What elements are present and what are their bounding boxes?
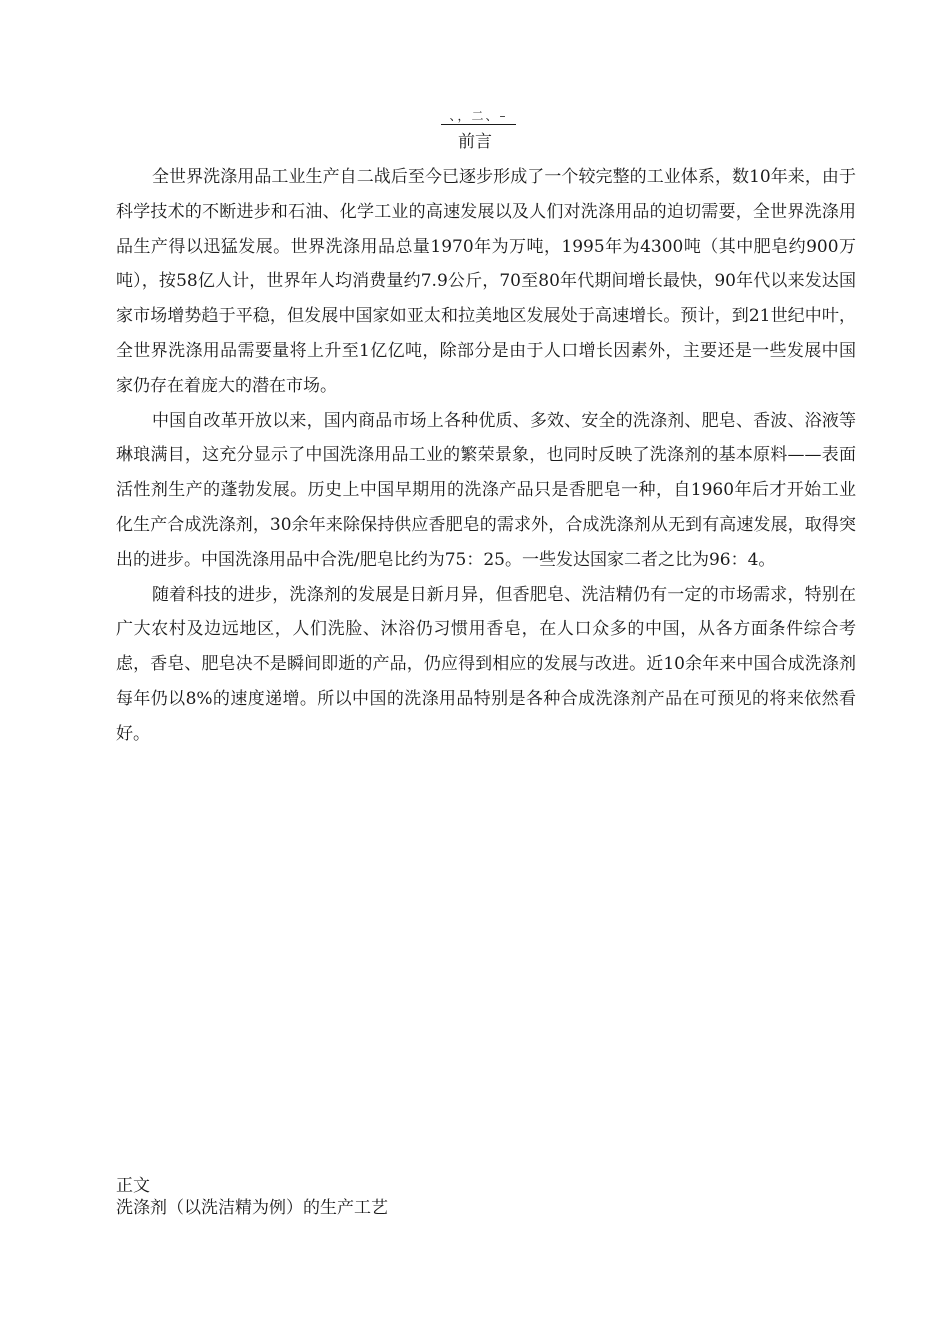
footer-heading: 正文 bbox=[116, 1176, 150, 1196]
header-mark: 、，二、– bbox=[441, 108, 516, 125]
footer-block bbox=[116, 1175, 856, 1219]
section-title: 前言 bbox=[458, 132, 492, 152]
paragraph: 全世界洗涤用品工业生产自二战后至今已逐步形成了一个较完整的工业体系，数10年来，由于科学技术的不断进步和石油、化学工业的高速发展以及人们对洗涤用品的迫切需要，全世界洗涤用品生产得以迅猛发展。世界洗涤用品总量1970年为万吨，1995年为4300吨（其中肥皂约900万吨），按58亿人计，世界年人均消费量约7.9公斤，70至80年代期间增长最快，90年代以来发达国家市场增势趋于平稳，但发展中国家如亚太和拉美地区发展处于高速增长。预计，到21世纪中叶，全世界洗涤用品需要量将上升至1亿亿吨，除部分是由于人口增长因素外，主要还是一些发展中国家仍存在着庞大的潜在市场。 bbox=[116, 167, 856, 396]
footer-subheading: 洗涤剂（以洗洁精为例）的生产工艺 bbox=[116, 1198, 388, 1218]
paragraph: 随着科技的进步，洗涤剂的发展是日新月异，但香肥皂、洗洁精仍有一定的市场需求，特别在广大农村及边远地区，人们洗脸、沐浴仍习惯用香皂，在人口众多的中国，从各方面条件综合考虑，香皂、肥皂决不是瞬间即逝的产品，仍应得到相应的发展与改进。近10余年来中国合成洗涤剂每年仍以8%的速度递增。所以中国的洗涤用品特别是各种合成洗涤剂产品在可预见的将来依然看好。 bbox=[116, 584, 856, 744]
body-text bbox=[116, 160, 856, 752]
paragraph: 中国自改革开放以来，国内商品市场上各种优质、多效、安全的洗涤剂、肥皂、香波、浴液等琳琅满目，这充分显示了中国洗涤用品工业的繁荣景象，也同时反映了洗涤剂的基本原料——表面活性剂生产的蓬勃发展。历史上中国早期用的洗涤产品只是香肥皂一种，自1960年后才开始工业化生产合成洗涤剂，30余年来除保持供应香肥皂的需求外，合成洗涤剂从无到有高速发展，取得突出的进步。中国洗涤用品中合洗/肥皂比约为75：25。一些发达国家二者之比为96：4。 bbox=[116, 410, 856, 570]
